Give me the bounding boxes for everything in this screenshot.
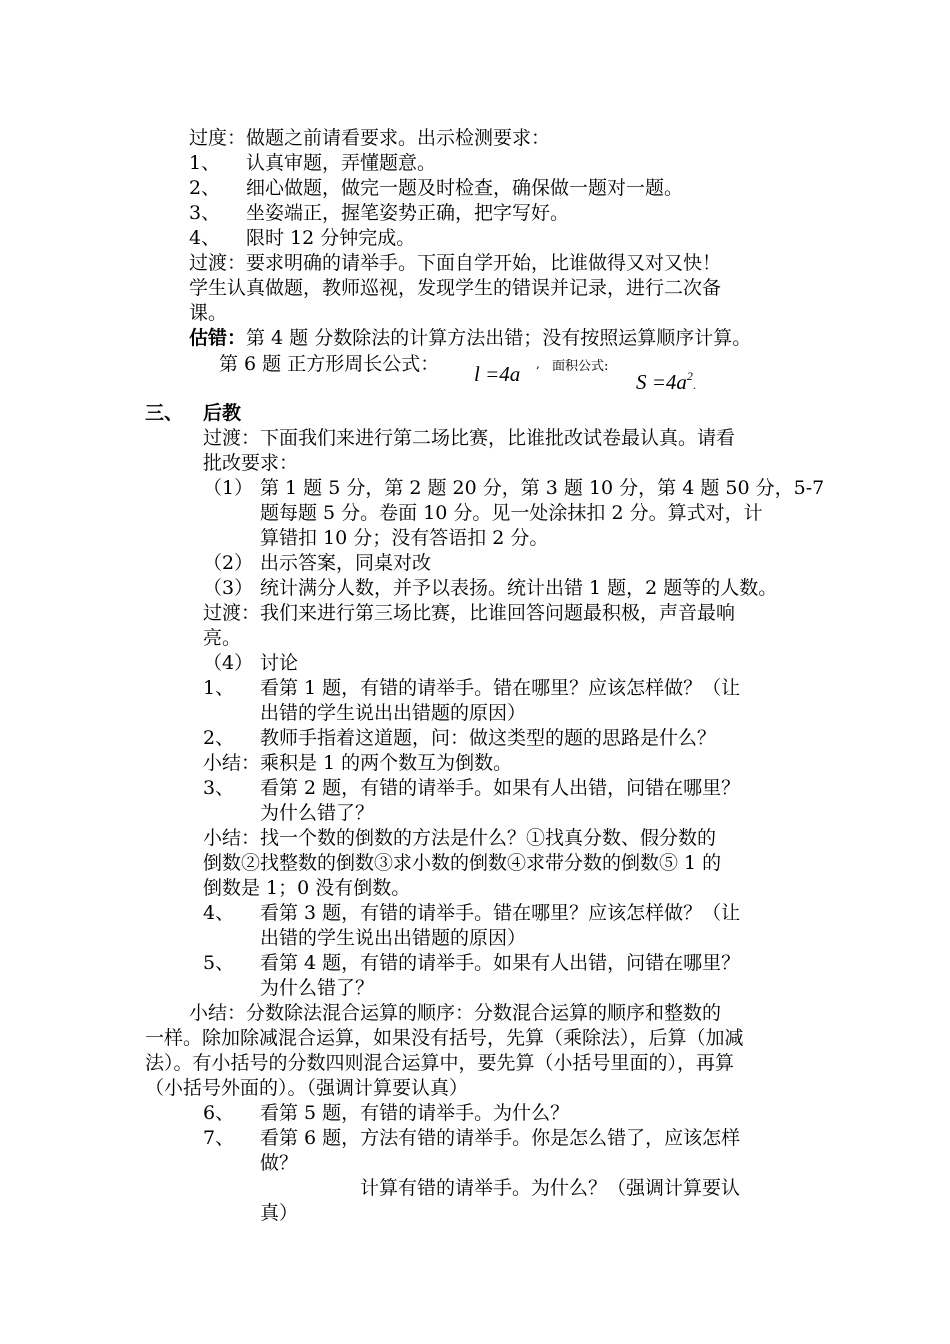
discussion-number: 4、	[203, 902, 235, 924]
discussion-number: 7、	[203, 1127, 235, 1149]
discussion-text: 看第 1 题，有错的请举手。错在哪里？应该怎样做？（让	[260, 677, 741, 699]
item-number: （3）	[203, 577, 254, 599]
question6-text: 第 6 题 正方形周长公式：	[219, 353, 440, 375]
discussion-text: 为什么错了？	[260, 977, 375, 999]
item-text: 讨论	[260, 652, 299, 674]
item-text: 算错扣 10 分；没有答语扣 2 分。	[260, 527, 549, 549]
requirement-text: 坐姿端正，握笔姿势正确，把字写好。	[246, 202, 570, 224]
area-formula-base: S =4a	[636, 370, 687, 394]
summary-text: 小结：乘积是 1 的两个数互为倒数。	[203, 752, 513, 774]
observation-text: 学生认真做题，教师巡视，发现学生的错误并记录，进行二次备	[189, 277, 722, 299]
discussion-text: 真）	[260, 1202, 299, 1224]
summary-text: 小结：分数除法混合运算的顺序：分数混合运算的顺序和整数的	[189, 1002, 722, 1024]
discussion-number: 3、	[203, 777, 235, 799]
requirement-number: 1、	[189, 152, 221, 174]
comma: ,	[536, 357, 540, 371]
discussion-number: 5、	[203, 952, 235, 974]
discussion-number: 1、	[203, 677, 235, 699]
item-number: （4）	[203, 652, 254, 674]
discussion-text: 看第 2 题，有错的请举手。如果有人出错，问错在哪里？	[260, 777, 741, 799]
discussion-text: 看第 4 题，有错的请举手。如果有人出错，问错在哪里？	[260, 952, 741, 974]
summary-text: 倒数②找整数的倒数③求小数的倒数④求带分数的倒数⑤ 1 的	[203, 852, 722, 874]
transition-text: 过渡：下面我们来进行第二场比赛，比谁批改试卷最认真。请看	[203, 427, 736, 449]
discussion-text: 教师手指着这道题，问：做这类型的题的思路是什么？	[260, 727, 717, 749]
item-number: （2）	[203, 552, 254, 574]
estimate-line	[189, 326, 751, 351]
discussion-text: 看第 3 题，有错的请举手。错在哪里？应该怎样做？（让	[260, 902, 741, 924]
requirement-number: 3、	[189, 202, 221, 224]
item-text: 统计满分人数，并予以表扬。统计出错 1 题，2 题等的人数。	[260, 577, 778, 599]
discussion-text: 计算有错的请举手。为什么？（强调计算要认	[360, 1177, 741, 1199]
requirement-number: 4、	[189, 227, 221, 249]
summary-text: 小结：找一个数的倒数的方法是什么？①找真分数、假分数的	[203, 827, 717, 849]
observation-text: 课。	[189, 302, 228, 324]
summary-text: （小括号外面的）。（强调计算要认真）	[145, 1077, 469, 1099]
transition-text: 过渡：我们来进行第三场比赛，比谁回答问题最积极，声音最响	[203, 602, 736, 624]
discussion-number: 6、	[203, 1102, 235, 1124]
estimate-label: 估错：	[189, 327, 247, 349]
item-text: 出示答案，同桌对改	[260, 552, 432, 574]
discussion-number: 2、	[203, 727, 235, 749]
requirement-number: 2、	[189, 177, 221, 199]
item-number: （1）	[203, 477, 254, 499]
discussion-text: 出错的学生说出出错题的原因）	[260, 927, 527, 949]
item-text: 第 1 题 5 分，第 2 题 20 分，第 3 题 10 分，第 4 题 50 分，5-7	[260, 477, 825, 499]
transition-text: 批改要求：	[203, 452, 299, 474]
area-formula-exponent: 2	[686, 369, 693, 383]
requirement-text: 限时 12 分钟完成。	[246, 227, 416, 249]
discussion-text: 出错的学生说出出错题的原因）	[260, 702, 527, 724]
item-text: 题每题 5 分。卷面 10 分。见一处涂抹扣 2 分。算式对，计	[260, 502, 763, 524]
requirement-text: 认真审题，弄懂题意。	[246, 152, 437, 174]
transition-text: 亮。	[203, 627, 242, 649]
discussion-text: 看第 6 题，方法有错的请举手。你是怎么错了，应该怎样	[260, 1127, 741, 1149]
section-number: 三、	[145, 402, 184, 424]
discussion-text: 做？	[260, 1152, 299, 1174]
estimate-text: 第 4 题 分数除法的计算方法出错；没有按照运算顺序计算。	[246, 327, 752, 349]
section-heading: 后教	[203, 402, 242, 424]
area-label: 面积公式:	[552, 359, 609, 374]
discussion-text: 为什么错了？	[260, 802, 375, 824]
summary-text: 倒数是 1；0 没有倒数。	[203, 877, 411, 899]
perimeter-formula: l =4a	[474, 362, 521, 386]
summary-text: 法）。有小括号的分数四则混合运算中，要先算（小括号里面的），再算	[145, 1052, 735, 1074]
transition-text: 过渡：要求明确的请举手。下面自学开始，比谁做得又对又快！	[189, 252, 722, 274]
discussion-text: 看第 5 题，有错的请举手。为什么？	[260, 1102, 570, 1124]
summary-text: 一样。除加除减混合运算，如果没有括号，先算（乘除法），后算（加减	[145, 1027, 744, 1049]
area-formula: $S =4a^2$.	[636, 369, 696, 394]
requirement-text: 细心做题，做完一题及时检查，确保做一题对一题。	[246, 177, 684, 199]
transition-intro: 过度：做题之前请看要求。出示检测要求：	[189, 127, 551, 149]
